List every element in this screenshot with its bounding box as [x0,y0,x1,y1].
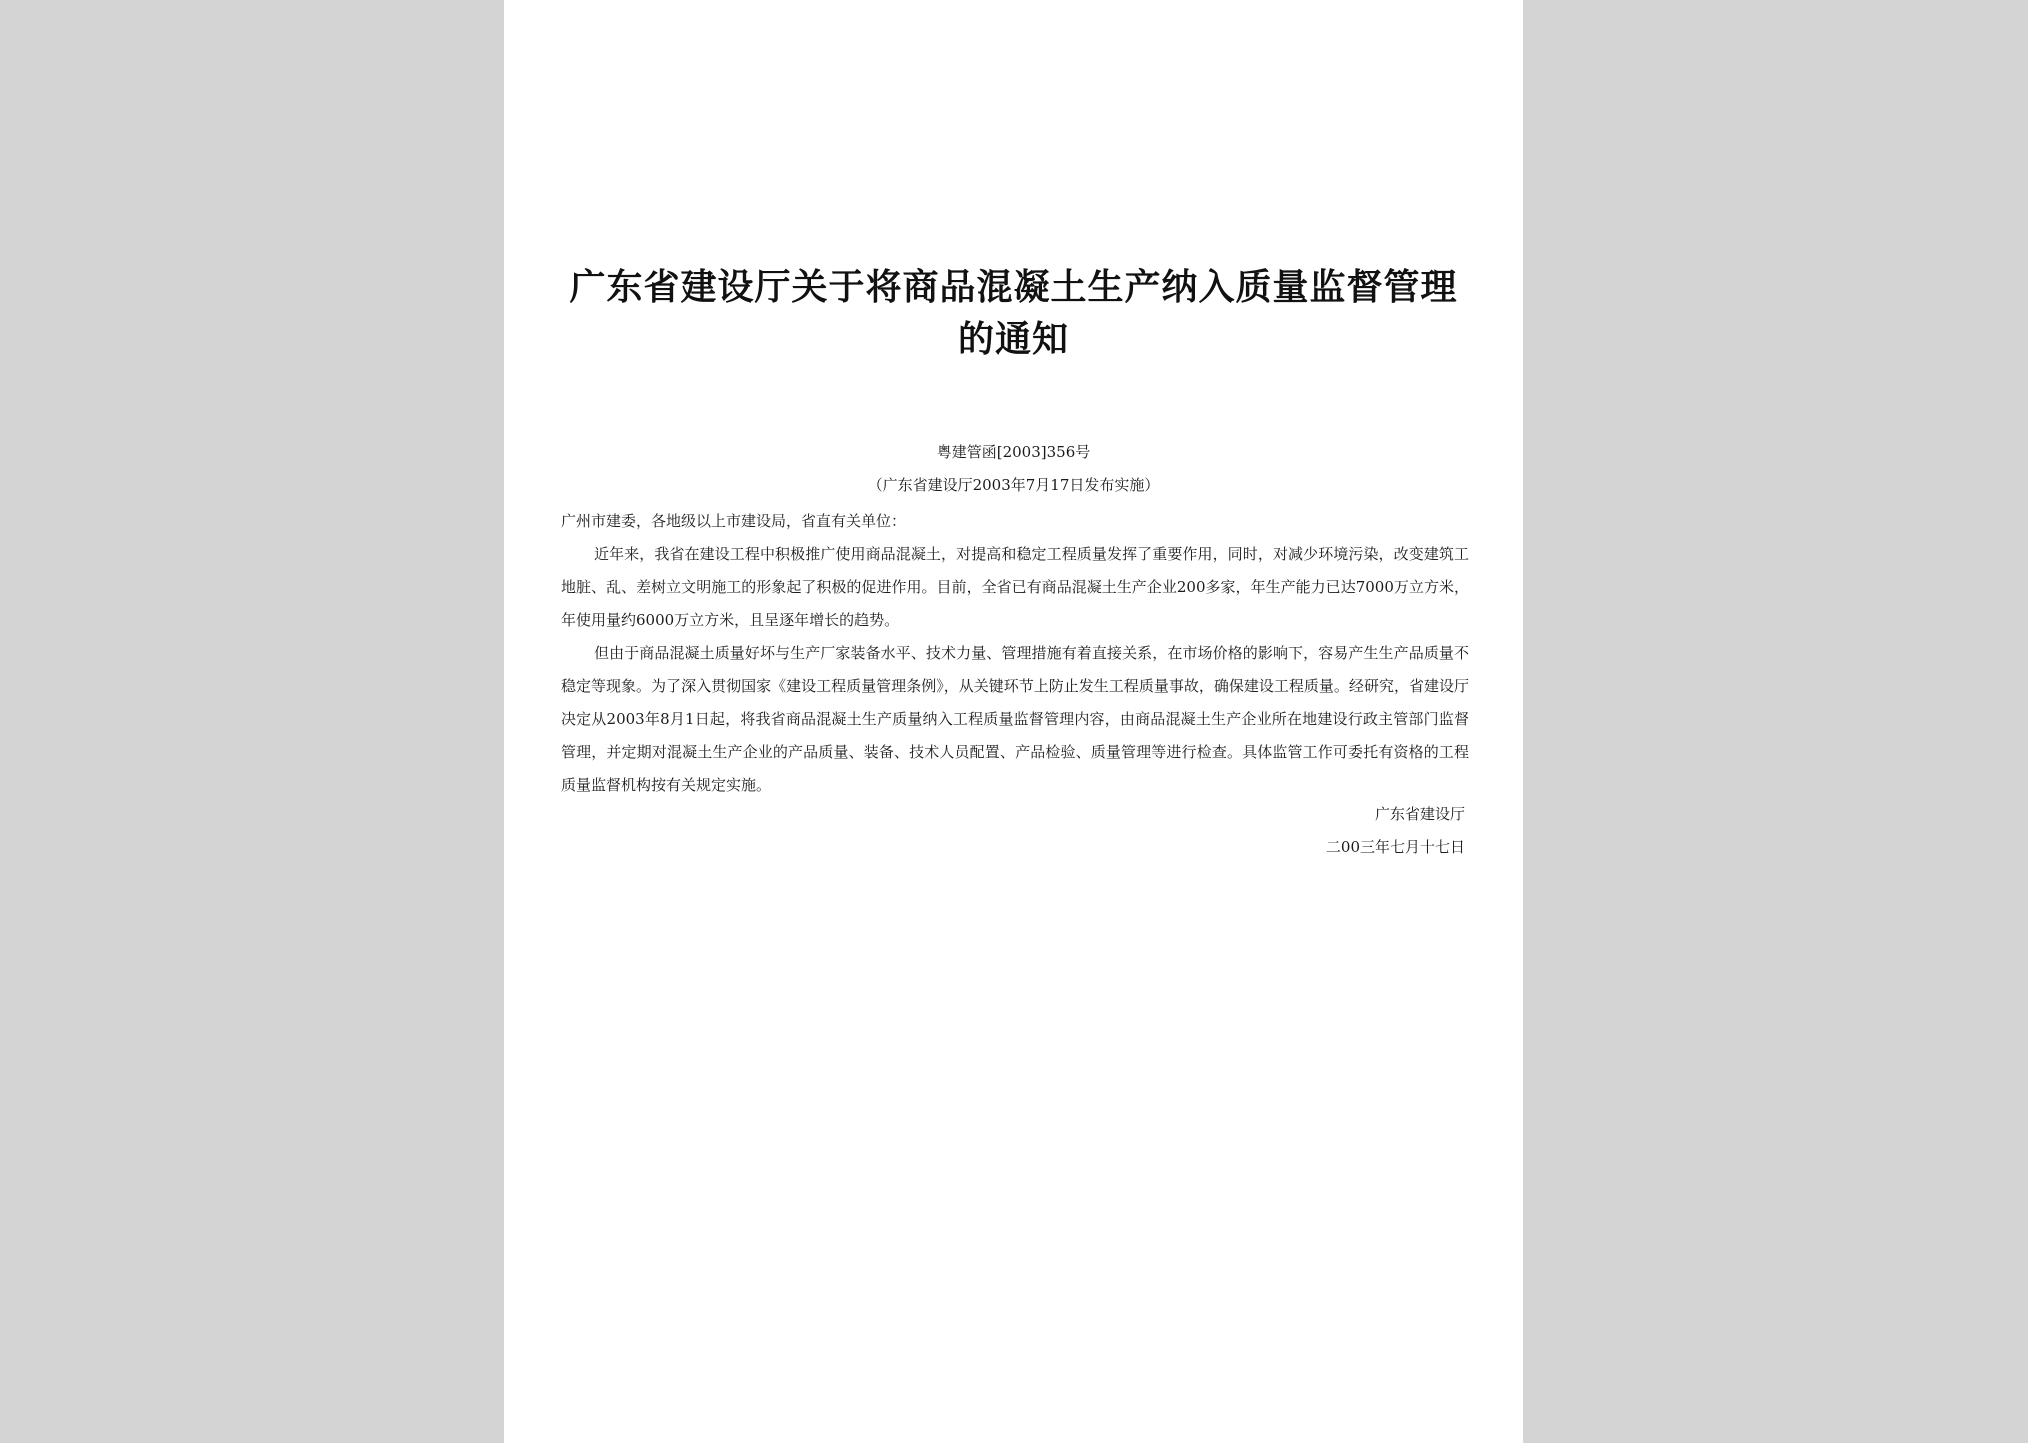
document-body [561,505,1469,802]
paragraph-2: 但由于商品混凝土质量好坏与生产厂家装备水平、技术力量、管理措施有着直接关系，在市场价格的影响下，容易产生生产品质量不稳定等现象。为了深入贯彻国家《建设工程质量管理条例》，从关键环节上防止发生工程质量事故，确保建设工程质量。经研究，省建设厅决定从2003年8月1日起，将我省商品混凝土生产质量纳入工程质量监督管理内容，由商品混凝土生产企业所在地建设行政主管部门监督管理，并定期对混凝土生产企业的产品质量、装备、技术人员配置、产品检验、质量管理等进行检查。具体监管工作可委托有资格的工程质量监督机构按有关规定实施。 [561,644,1469,794]
paragraph-1: 近年来，我省在建设工程中积极推广使用商品混凝土，对提高和稳定工程质量发挥了重要作用，同时，对减少环境污染，改变建筑工地脏、乱、差树立文明施工的形象起了积极的促进作用。目前，全省已有商品混凝土生产企业200多家，年生产能力已达7000万立方米，年使用量约6000万立方米，且呈逐年增长的趋势。 [561,545,1469,629]
document-number: 粤建管函[2003]356号 [936,443,1091,461]
document-page [504,0,1523,1443]
signature-org: 广东省建设厅 [1374,805,1465,823]
document-title [544,262,1483,366]
title-line-1: 广东省建设厅关于将商品混凝土生产纳入质量监督管理 [569,267,1458,308]
salutation: 广州市建委，各地级以上市建设局，省直有关单位： [561,512,907,530]
title-line-2: 的通知 [957,319,1069,360]
signature-block [1326,798,1465,864]
publish-note: （广东省建设厅2003年7月17日发布实施） [867,476,1160,494]
signature-date: 二00三年七月十七日 [1325,838,1465,856]
